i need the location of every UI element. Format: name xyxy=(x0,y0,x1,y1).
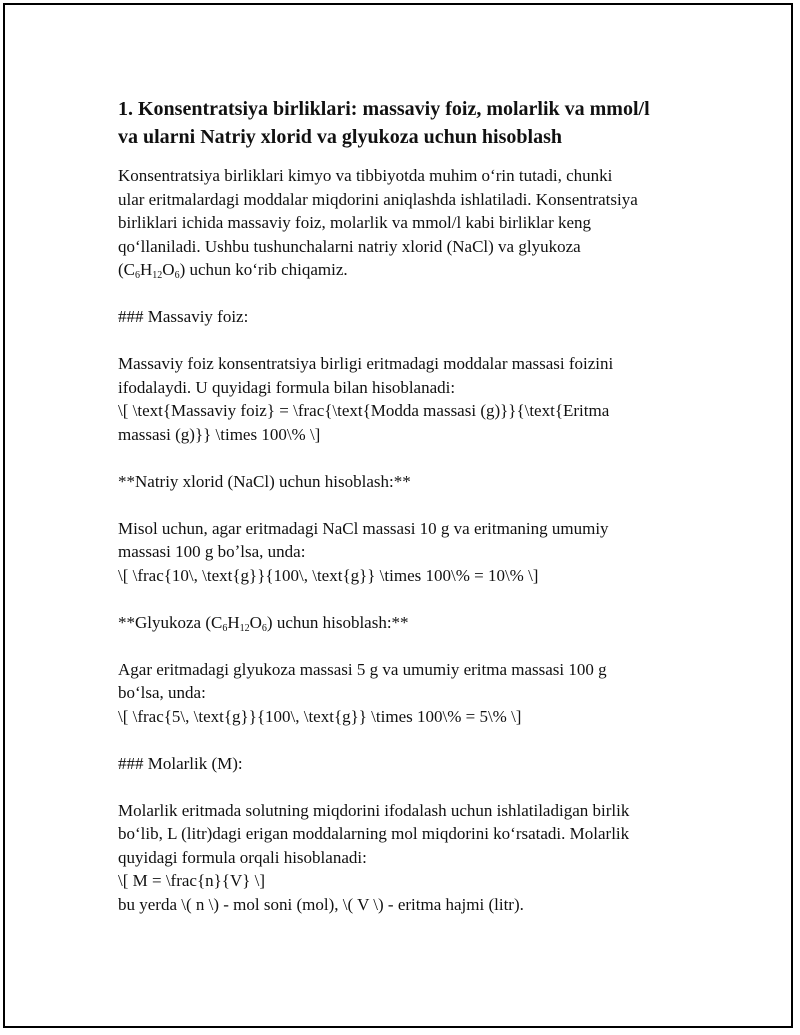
mass-formula-line-1: \[ \text{Massaviy foiz} = \frac{\text{Modda massasi (g)}}{\text{Eritma xyxy=(118,401,610,420)
molarity-definition xyxy=(118,799,698,917)
glucose-o: O xyxy=(249,612,262,632)
intro-line-3: birliklari ichida massaviy foiz, molarlik va mmol/l kabi birliklar keng xyxy=(118,213,592,232)
glucose-formula: \[ \frac{5\, \text{g}}{100\, \text{g}} \times 100\% = 5\% \] xyxy=(118,706,522,726)
glucose-line-1: Agar eritmadagi glyukoza massasi 5 g va umumiy eritma massasi 100 g xyxy=(118,659,607,679)
glucose-example xyxy=(118,658,698,729)
glucose-line-2: boʻlsa, unda: xyxy=(118,683,206,702)
glucose-heading-rest: ) uchun hisoblash:** xyxy=(266,612,409,632)
nacl-heading: **Natriy xlorid (NaCl) uchun hisoblash:** xyxy=(118,471,411,491)
subscript-c: 6 xyxy=(135,270,140,281)
subscript-h: 12 xyxy=(152,270,163,281)
molarity-line-3: quyidagi formula orqali hisoblanadi: xyxy=(118,847,367,867)
intro-line-5-rest: ) uchun koʻrib chiqamiz. xyxy=(179,260,348,279)
document-title xyxy=(118,95,698,151)
molarity-formula: \[ M = \frac{n}{V} \] xyxy=(118,871,266,890)
intro-line-5 xyxy=(118,260,348,279)
nacl-formula: \[ \frac{10\, \text{g}}{100\, \text{g}} \times 100\% = 10\% \] xyxy=(118,565,539,585)
glucose-subscript-h: 12 xyxy=(239,622,250,634)
molarity-line-2: boʻlib, L (litr)dagi erigan moddalarning mol miqdorini koʻrsatadi. Molarlik xyxy=(118,824,630,843)
glucose-subscript-o: 6 xyxy=(261,622,267,634)
intro-paragraph xyxy=(118,164,698,282)
intro-line-4: qoʻllaniladi. Ushbu tushunchalarni natriy xlorid (NaCl) va glyukoza xyxy=(118,236,581,256)
mass-definition xyxy=(118,352,698,446)
glucose-heading xyxy=(118,611,698,635)
nacl-line-1: Misol uchun, agar eritmadagi NaCl massasi 10 g va eritmaning umumiy xyxy=(118,518,609,538)
document-body xyxy=(118,95,698,916)
title-line-1: 1. Konsentratsiya birliklari: massaviy foiz, molarlik va mmol/l xyxy=(118,98,650,120)
mass-line-2: ifodalaydi. U quyidagi formula bilan hisoblanadi: xyxy=(118,377,456,397)
nacl-example xyxy=(118,517,698,588)
molarity-line-1: Molarlik eritmada solutning miqdorini ifodalash uchun ishlatiladigan birlik xyxy=(118,800,630,820)
section-heading-molarity: ### Molarlik (M): xyxy=(118,753,243,773)
glucose-h: H xyxy=(227,612,240,632)
mass-line-1: Massaviy foiz konsentratsiya birligi eritmadagi moddalar massasi foizini xyxy=(118,354,614,373)
formula-o: O xyxy=(162,260,175,279)
mass-formula-line-2: massasi (g)}} \times 100\% \] xyxy=(118,424,321,444)
section-heading-mass: ### Massaviy foiz: xyxy=(118,307,249,326)
nacl-line-2: massasi 100 g boʼlsa, unda: xyxy=(118,542,306,561)
formula-open: (C xyxy=(118,260,135,279)
molarity-line-5: bu yerda \( n \) - mol soni (mol), \( V \) - eritma hajmi (litr). xyxy=(118,894,524,914)
glucose-heading-open: **Glyukoza (C xyxy=(118,612,223,632)
intro-line-1: Konsentratsiya birliklari kimyo va tibbiyotda muhim oʻrin tutadi, chunki xyxy=(118,166,613,185)
glucose-subscript-c: 6 xyxy=(222,622,228,634)
title-line-2: va ularni Natriy xlorid va glyukoza uchun hisoblash xyxy=(118,126,562,148)
subscript-o: 6 xyxy=(174,270,180,281)
intro-line-2: ular eritmalardagi moddalar miqdorini aniqlashda ishlatiladi. Konsentratsiya xyxy=(118,189,638,209)
formula-h: H xyxy=(140,260,153,279)
